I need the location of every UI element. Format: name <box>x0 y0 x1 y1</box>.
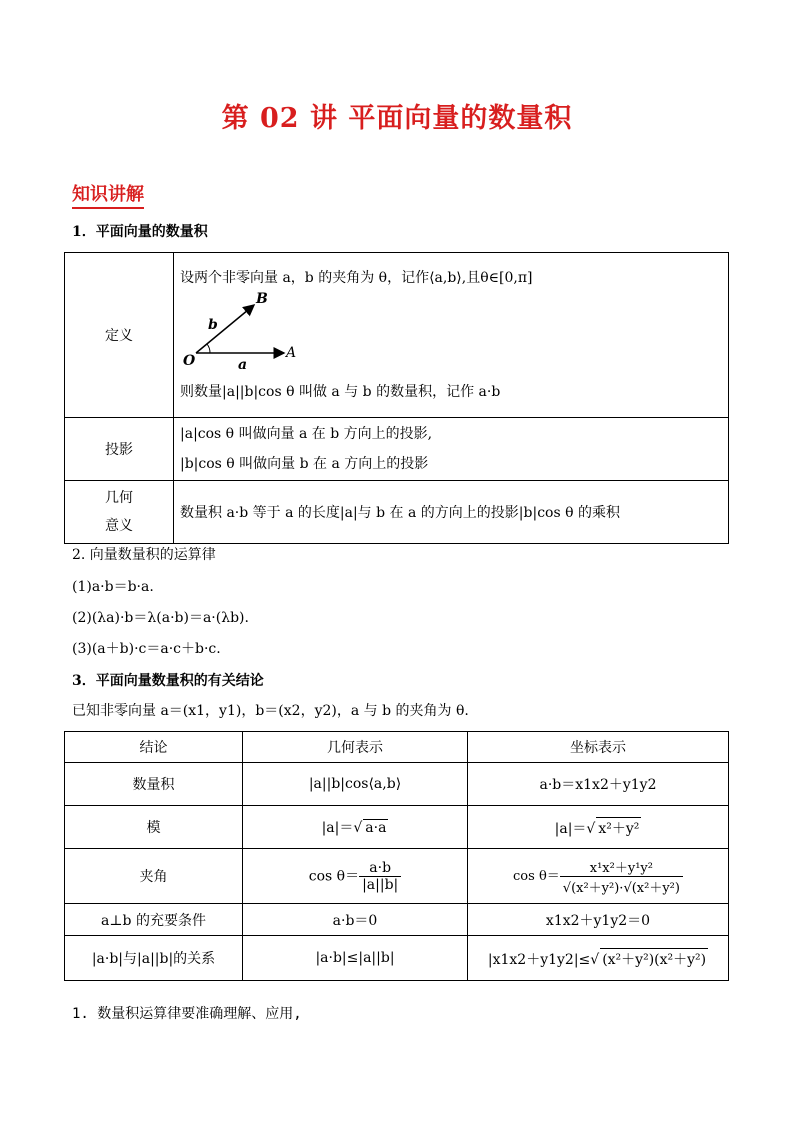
table-row <box>65 849 729 904</box>
header-coordinate: 坐标表示 <box>468 732 729 763</box>
row-label-definition: 定义 <box>65 253 174 418</box>
vector-b-arrow <box>196 305 254 353</box>
modulus-prefix: |a|＝ <box>321 820 354 836</box>
page-title: 第 02 讲 平面向量的数量积 <box>221 103 573 134</box>
row-label-geometric-1: 几何 <box>105 490 133 506</box>
cos-prefix: cos θ＝ <box>308 868 360 884</box>
geometric-cell: 数量积 a·b 等于 a 的长度|a|与 b 在 a 的方向上的投影|b|cos θ 的乘积 <box>174 481 729 544</box>
radicand: (x²＋y²)(x²＋y²) <box>600 948 708 969</box>
vector-label-a: a <box>238 357 248 373</box>
fraction <box>560 857 683 896</box>
heading-2: 2. 向量数量积的运算律 <box>72 547 216 563</box>
cell-geometric: a·b＝0 <box>243 904 468 936</box>
row-label-projection: 投影 <box>65 418 174 481</box>
vector-diagram <box>180 287 722 379</box>
row-label-geometric <box>65 481 174 544</box>
heading-1: 1．平面向量的数量积 <box>72 224 208 240</box>
fraction-denominator: √(x²＋y²)·√(x²＋y²) <box>562 880 680 896</box>
sqrt-sign: √ <box>590 951 600 968</box>
table-row <box>65 904 729 936</box>
inequality-prefix: |x1x2＋y1y2|≤ <box>487 951 591 968</box>
cell-geometric <box>243 806 468 849</box>
law-3: (3)(a＋b)·c＝a·c＋b·c. <box>72 641 221 657</box>
cell-conclusion: 夹角 <box>65 849 243 904</box>
cos-prefix: cos θ＝ <box>513 868 560 884</box>
heading-3: 3．平面向量数量积的有关结论 <box>72 673 264 689</box>
cell-coordinate: a·b＝x1x2＋y1y2 <box>468 763 729 806</box>
table-row <box>65 481 729 544</box>
definition-table <box>64 252 729 544</box>
table-row <box>65 253 729 418</box>
projection-line-2: |b|cos θ 叫做向量 b 在 a 方向上的投影 <box>180 456 429 472</box>
definition-line-2: 则数量|a||b|cos θ 叫做 a 与 b 的数量积，记作 a·b <box>180 384 501 400</box>
cell-geometric: |a·b|≤|a||b| <box>243 936 468 981</box>
sqrt-sign: √ <box>586 820 596 837</box>
vector-label-b: b <box>208 317 218 333</box>
angle-arc <box>207 344 210 353</box>
cell-coordinate <box>468 936 729 981</box>
modulus-prefix: |a|＝ <box>554 820 587 837</box>
conclusions-table <box>64 731 729 981</box>
table-row <box>65 806 729 849</box>
fraction <box>359 860 401 893</box>
sqrt-sign: √ <box>353 820 363 836</box>
radicand: x²＋y² <box>596 817 641 838</box>
cell-conclusion: a⊥b 的充要条件 <box>65 904 243 936</box>
projection-line-1: |a|cos θ 叫做向量 a 在 b 方向上的投影, <box>180 426 433 442</box>
table-row <box>65 763 729 806</box>
row-label-geometric-2: 意义 <box>105 518 133 534</box>
cell-geometric: |a||b|cos⟨a,b⟩ <box>243 763 468 806</box>
projection-cell <box>174 418 729 481</box>
definition-line-1: 设两个非零向量 a，b 的夹角为 θ，记作⟨a,b⟩,且θ∈[0,π] <box>180 270 533 286</box>
law-2: (2)(λa)·b＝λ(a·b)＝a·(λb). <box>72 610 249 626</box>
cell-coordinate <box>468 806 729 849</box>
table-header-row <box>65 732 729 763</box>
fraction-numerator: x¹x²＋y¹y² <box>560 857 683 877</box>
cell-geometric <box>243 849 468 904</box>
cell-conclusion: 模 <box>65 806 243 849</box>
cell-coordinate <box>468 849 729 904</box>
section-title: 知识讲解 <box>72 180 144 209</box>
intro-text: 已知非零向量 a＝(x1，y1)，b＝(x2，y2)，a 与 b 的夹角为 θ. <box>72 703 469 719</box>
header-conclusion: 结论 <box>65 732 243 763</box>
law-1: (1)a·b＝b·a. <box>72 579 154 595</box>
point-label-a: A <box>286 345 297 361</box>
definition-cell <box>174 253 729 418</box>
fraction-numerator: a·b <box>359 860 401 877</box>
vector-angle-figure <box>180 287 380 379</box>
point-label-b: B <box>256 291 268 307</box>
header-geometric: 几何表示 <box>243 732 468 763</box>
cell-coordinate: x1x2＋y1y2＝0 <box>468 904 729 936</box>
table-row <box>65 418 729 481</box>
cell-conclusion: |a·b|与|a||b|的关系 <box>65 936 243 981</box>
radicand: a·a <box>365 820 387 836</box>
cell-conclusion: 数量积 <box>65 763 243 806</box>
point-label-o: O <box>183 353 196 369</box>
fraction-denominator: |a||b| <box>362 876 399 893</box>
footer-note: 1. 数量积运算律要准确理解、应用, <box>72 1006 302 1022</box>
table-row <box>65 936 729 981</box>
